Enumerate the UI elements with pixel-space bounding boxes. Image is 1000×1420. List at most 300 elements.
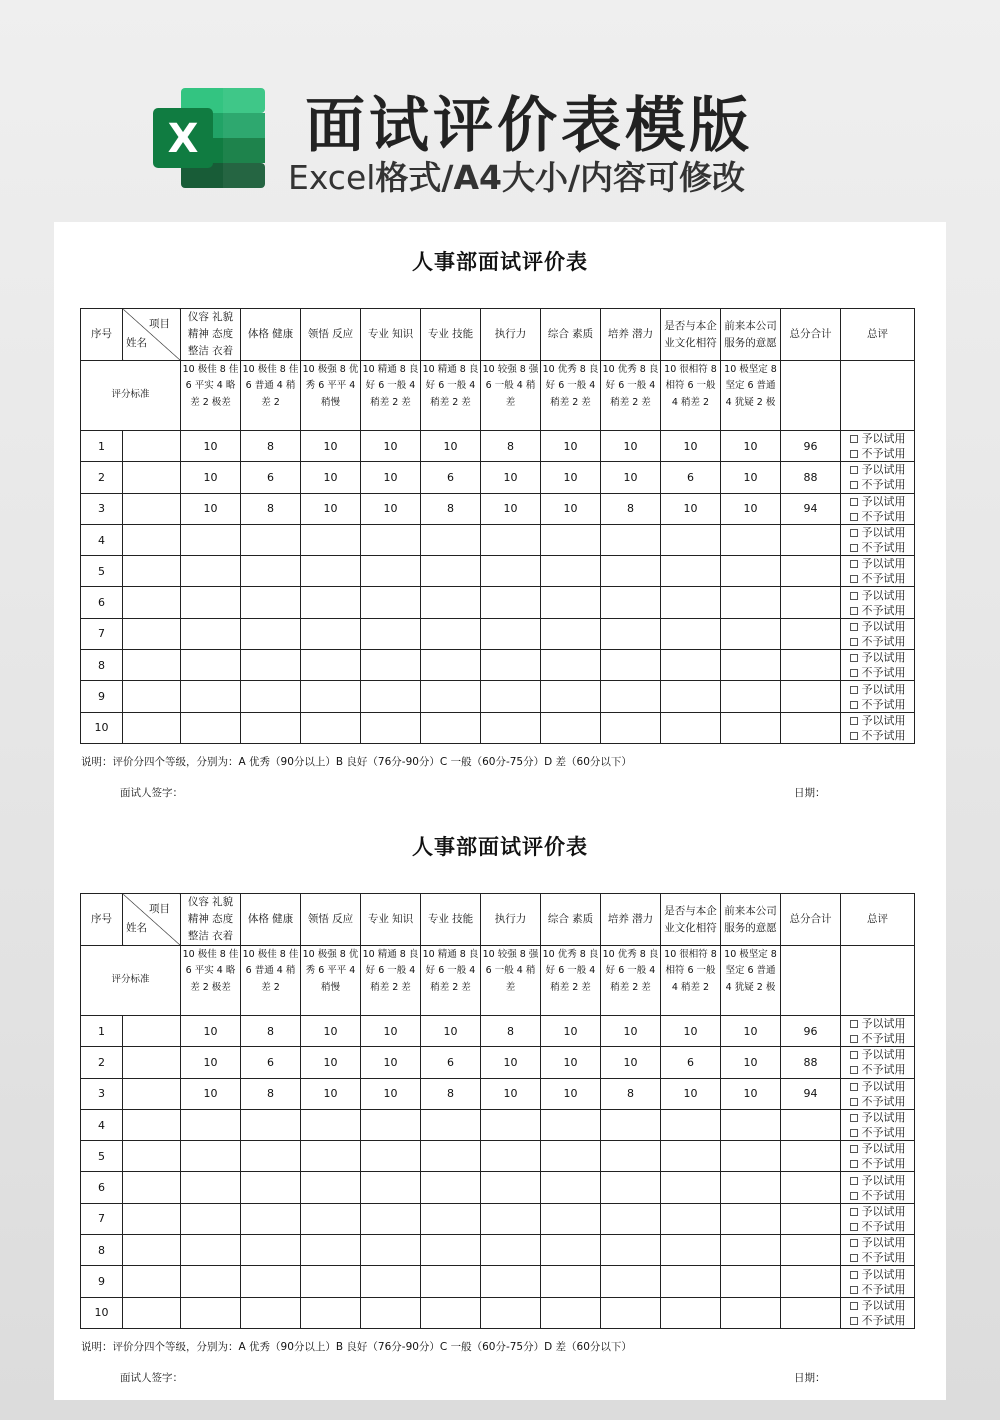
score-cell[interactable] <box>481 618 541 649</box>
score-cell[interactable] <box>721 1297 781 1328</box>
verdict-option-reject[interactable] <box>842 728 913 743</box>
score-cell[interactable] <box>181 650 241 681</box>
score-cell[interactable] <box>661 556 721 587</box>
score-cell[interactable]: 10 <box>541 462 601 493</box>
score-cell[interactable] <box>301 1172 361 1203</box>
score-cell[interactable] <box>601 650 661 681</box>
score-cell[interactable] <box>181 524 241 555</box>
score-cell[interactable]: 8 <box>241 1016 301 1047</box>
verdict-option-reject[interactable] <box>842 540 913 555</box>
verdict-option-reject[interactable] <box>842 1125 913 1140</box>
verdict-option-reject[interactable] <box>842 1188 913 1203</box>
score-cell[interactable]: 10 <box>361 462 421 493</box>
verdict-option-reject[interactable] <box>842 446 913 461</box>
row-name-cell[interactable] <box>123 1203 181 1234</box>
score-cell[interactable]: 10 <box>301 462 361 493</box>
score-cell[interactable]: 10 <box>721 1047 781 1078</box>
score-cell[interactable]: 10 <box>301 1016 361 1047</box>
score-cell[interactable] <box>301 1266 361 1297</box>
score-cell[interactable] <box>421 524 481 555</box>
total-cell[interactable] <box>781 1203 841 1234</box>
score-cell[interactable] <box>241 587 301 618</box>
checkbox-icon[interactable] <box>850 1271 858 1279</box>
verdict-option-reject[interactable] <box>842 1250 913 1265</box>
score-cell[interactable] <box>721 556 781 587</box>
score-cell[interactable]: 10 <box>481 462 541 493</box>
score-cell[interactable] <box>601 1235 661 1266</box>
checkbox-icon[interactable] <box>850 592 858 600</box>
score-cell[interactable]: 8 <box>601 493 661 524</box>
score-cell[interactable] <box>421 1141 481 1172</box>
score-cell[interactable] <box>481 1109 541 1140</box>
verdict-option-approve[interactable] <box>842 1141 913 1156</box>
verdict-option-approve[interactable] <box>842 462 913 477</box>
score-cell[interactable] <box>181 1235 241 1266</box>
row-name-cell[interactable] <box>123 1266 181 1297</box>
score-cell[interactable] <box>541 618 601 649</box>
row-name-cell[interactable] <box>123 1109 181 1140</box>
checkbox-icon[interactable] <box>850 1286 858 1294</box>
score-cell[interactable] <box>241 1141 301 1172</box>
score-cell[interactable] <box>661 1297 721 1328</box>
checkbox-icon[interactable] <box>850 435 858 443</box>
total-cell[interactable]: 88 <box>781 462 841 493</box>
score-cell[interactable] <box>241 618 301 649</box>
score-cell[interactable] <box>661 681 721 712</box>
verdict-option-approve[interactable] <box>842 650 913 665</box>
score-cell[interactable] <box>601 618 661 649</box>
score-cell[interactable] <box>601 587 661 618</box>
score-cell[interactable] <box>301 1109 361 1140</box>
score-cell[interactable] <box>601 1109 661 1140</box>
verdict-option-reject[interactable] <box>842 1219 913 1234</box>
score-cell[interactable] <box>421 650 481 681</box>
total-cell[interactable]: 94 <box>781 1078 841 1109</box>
score-cell[interactable] <box>601 1141 661 1172</box>
score-cell[interactable] <box>241 650 301 681</box>
score-cell[interactable] <box>181 1203 241 1234</box>
total-cell[interactable] <box>781 681 841 712</box>
score-cell[interactable] <box>541 650 601 681</box>
score-cell[interactable] <box>721 618 781 649</box>
score-cell[interactable]: 6 <box>241 1047 301 1078</box>
score-cell[interactable] <box>541 1203 601 1234</box>
score-cell[interactable] <box>241 1266 301 1297</box>
checkbox-icon[interactable] <box>850 1114 858 1122</box>
score-cell[interactable] <box>721 1109 781 1140</box>
verdict-option-reject[interactable] <box>842 477 913 492</box>
verdict-option-reject[interactable] <box>842 1282 913 1297</box>
score-cell[interactable] <box>181 556 241 587</box>
score-cell[interactable] <box>181 1109 241 1140</box>
total-cell[interactable] <box>781 1141 841 1172</box>
verdict-option-reject[interactable] <box>842 665 913 680</box>
score-cell[interactable]: 8 <box>481 1016 541 1047</box>
score-cell[interactable] <box>721 1266 781 1297</box>
score-cell[interactable]: 10 <box>301 493 361 524</box>
checkbox-icon[interactable] <box>850 498 858 506</box>
row-name-cell[interactable] <box>123 556 181 587</box>
score-cell[interactable]: 8 <box>421 1078 481 1109</box>
score-cell[interactable]: 10 <box>361 431 421 462</box>
checkbox-icon[interactable] <box>850 481 858 489</box>
score-cell[interactable] <box>721 1141 781 1172</box>
score-cell[interactable] <box>301 587 361 618</box>
score-cell[interactable] <box>301 1203 361 1234</box>
score-cell[interactable] <box>421 618 481 649</box>
verdict-option-reject[interactable] <box>842 1313 913 1328</box>
verdict-option-approve[interactable] <box>842 1079 913 1094</box>
verdict-option-approve[interactable] <box>842 619 913 634</box>
verdict-option-reject[interactable] <box>842 697 913 712</box>
score-cell[interactable] <box>301 556 361 587</box>
checkbox-icon[interactable] <box>850 1160 858 1168</box>
score-cell[interactable]: 10 <box>601 1047 661 1078</box>
checkbox-icon[interactable] <box>850 669 858 677</box>
score-cell[interactable]: 10 <box>661 493 721 524</box>
score-cell[interactable] <box>241 1203 301 1234</box>
score-cell[interactable] <box>181 1172 241 1203</box>
total-cell[interactable]: 88 <box>781 1047 841 1078</box>
score-cell[interactable] <box>661 1172 721 1203</box>
checkbox-icon[interactable] <box>850 717 858 725</box>
score-cell[interactable] <box>661 650 721 681</box>
score-cell[interactable] <box>661 1109 721 1140</box>
score-cell[interactable] <box>241 524 301 555</box>
score-cell[interactable] <box>481 1235 541 1266</box>
score-cell[interactable] <box>241 681 301 712</box>
score-cell[interactable] <box>361 1203 421 1234</box>
verdict-option-approve[interactable] <box>842 1016 913 1031</box>
score-cell[interactable] <box>241 1109 301 1140</box>
verdict-option-reject[interactable] <box>842 1094 913 1109</box>
score-cell[interactable]: 10 <box>541 1078 601 1109</box>
score-cell[interactable]: 10 <box>181 462 241 493</box>
score-cell[interactable] <box>661 1141 721 1172</box>
score-cell[interactable] <box>721 650 781 681</box>
verdict-option-reject[interactable] <box>842 1031 913 1046</box>
score-cell[interactable] <box>601 712 661 743</box>
score-cell[interactable]: 10 <box>361 493 421 524</box>
score-cell[interactable] <box>421 1172 481 1203</box>
verdict-option-reject[interactable] <box>842 634 913 649</box>
score-cell[interactable] <box>541 1235 601 1266</box>
verdict-option-approve[interactable] <box>842 556 913 571</box>
checkbox-icon[interactable] <box>850 1192 858 1200</box>
score-cell[interactable] <box>181 618 241 649</box>
verdict-option-approve[interactable] <box>842 1173 913 1188</box>
score-cell[interactable] <box>601 681 661 712</box>
total-cell[interactable] <box>781 712 841 743</box>
score-cell[interactable]: 8 <box>241 431 301 462</box>
score-cell[interactable]: 8 <box>421 493 481 524</box>
score-cell[interactable] <box>481 650 541 681</box>
score-cell[interactable]: 10 <box>421 1016 481 1047</box>
score-cell[interactable] <box>541 1141 601 1172</box>
score-cell[interactable] <box>481 1203 541 1234</box>
score-cell[interactable] <box>361 712 421 743</box>
verdict-option-approve[interactable] <box>842 588 913 603</box>
score-cell[interactable] <box>661 587 721 618</box>
row-name-cell[interactable] <box>123 1016 181 1047</box>
score-cell[interactable] <box>301 650 361 681</box>
total-cell[interactable] <box>781 556 841 587</box>
verdict-option-reject[interactable] <box>842 1062 913 1077</box>
checkbox-icon[interactable] <box>850 1035 858 1043</box>
checkbox-icon[interactable] <box>850 638 858 646</box>
score-cell[interactable] <box>301 1141 361 1172</box>
checkbox-icon[interactable] <box>850 1051 858 1059</box>
score-cell[interactable]: 10 <box>541 493 601 524</box>
score-cell[interactable]: 10 <box>181 1078 241 1109</box>
verdict-option-approve[interactable] <box>842 525 913 540</box>
score-cell[interactable] <box>361 1297 421 1328</box>
row-name-cell[interactable] <box>123 650 181 681</box>
score-cell[interactable] <box>661 1203 721 1234</box>
score-cell[interactable] <box>661 1266 721 1297</box>
checkbox-icon[interactable] <box>850 1145 858 1153</box>
row-name-cell[interactable] <box>123 493 181 524</box>
score-cell[interactable]: 8 <box>241 493 301 524</box>
row-name-cell[interactable] <box>123 1235 181 1266</box>
score-cell[interactable] <box>241 1172 301 1203</box>
score-cell[interactable] <box>421 1266 481 1297</box>
score-cell[interactable] <box>361 1266 421 1297</box>
score-cell[interactable] <box>181 681 241 712</box>
score-cell[interactable]: 10 <box>481 493 541 524</box>
score-cell[interactable] <box>421 681 481 712</box>
score-cell[interactable]: 10 <box>721 1016 781 1047</box>
score-cell[interactable]: 10 <box>541 1047 601 1078</box>
score-cell[interactable] <box>601 1297 661 1328</box>
score-cell[interactable] <box>481 587 541 618</box>
score-cell[interactable]: 6 <box>241 462 301 493</box>
score-cell[interactable] <box>361 1235 421 1266</box>
score-cell[interactable] <box>721 524 781 555</box>
score-cell[interactable] <box>481 712 541 743</box>
verdict-option-reject[interactable] <box>842 1156 913 1171</box>
verdict-option-approve[interactable] <box>842 494 913 509</box>
score-cell[interactable] <box>301 618 361 649</box>
score-cell[interactable]: 10 <box>481 1078 541 1109</box>
checkbox-icon[interactable] <box>850 1177 858 1185</box>
score-cell[interactable] <box>181 712 241 743</box>
score-cell[interactable] <box>541 681 601 712</box>
score-cell[interactable] <box>481 681 541 712</box>
verdict-option-approve[interactable] <box>842 1235 913 1250</box>
row-name-cell[interactable] <box>123 587 181 618</box>
score-cell[interactable] <box>721 1172 781 1203</box>
row-name-cell[interactable] <box>123 681 181 712</box>
checkbox-icon[interactable] <box>850 1223 858 1231</box>
score-cell[interactable]: 10 <box>601 1016 661 1047</box>
score-cell[interactable] <box>301 524 361 555</box>
checkbox-icon[interactable] <box>850 1239 858 1247</box>
score-cell[interactable]: 10 <box>661 1078 721 1109</box>
checkbox-icon[interactable] <box>850 575 858 583</box>
score-cell[interactable] <box>361 1172 421 1203</box>
score-cell[interactable] <box>181 1297 241 1328</box>
score-cell[interactable] <box>541 1266 601 1297</box>
score-cell[interactable] <box>241 1297 301 1328</box>
score-cell[interactable]: 6 <box>421 462 481 493</box>
verdict-option-approve[interactable] <box>842 1267 913 1282</box>
score-cell[interactable] <box>421 712 481 743</box>
total-cell[interactable]: 94 <box>781 493 841 524</box>
checkbox-icon[interactable] <box>850 529 858 537</box>
checkbox-icon[interactable] <box>850 513 858 521</box>
score-cell[interactable]: 10 <box>721 493 781 524</box>
score-cell[interactable] <box>721 1203 781 1234</box>
row-name-cell[interactable] <box>123 1141 181 1172</box>
total-cell[interactable]: 96 <box>781 431 841 462</box>
score-cell[interactable]: 10 <box>361 1078 421 1109</box>
total-cell[interactable] <box>781 650 841 681</box>
score-cell[interactable] <box>541 556 601 587</box>
verdict-option-approve[interactable] <box>842 1204 913 1219</box>
score-cell[interactable]: 10 <box>601 431 661 462</box>
checkbox-icon[interactable] <box>850 544 858 552</box>
score-cell[interactable]: 10 <box>541 431 601 462</box>
score-cell[interactable] <box>361 1109 421 1140</box>
score-cell[interactable] <box>541 524 601 555</box>
score-cell[interactable]: 10 <box>181 1016 241 1047</box>
score-cell[interactable]: 6 <box>661 462 721 493</box>
score-cell[interactable] <box>661 618 721 649</box>
score-cell[interactable]: 10 <box>301 1078 361 1109</box>
score-cell[interactable] <box>181 1266 241 1297</box>
row-name-cell[interactable] <box>123 1297 181 1328</box>
checkbox-icon[interactable] <box>850 1302 858 1310</box>
score-cell[interactable] <box>541 1297 601 1328</box>
score-cell[interactable] <box>541 1109 601 1140</box>
score-cell[interactable] <box>361 524 421 555</box>
row-name-cell[interactable] <box>123 1172 181 1203</box>
total-cell[interactable] <box>781 1109 841 1140</box>
score-cell[interactable] <box>301 1235 361 1266</box>
score-cell[interactable] <box>421 1203 481 1234</box>
verdict-option-reject[interactable] <box>842 571 913 586</box>
score-cell[interactable]: 10 <box>361 1047 421 1078</box>
score-cell[interactable]: 8 <box>241 1078 301 1109</box>
score-cell[interactable] <box>421 1109 481 1140</box>
total-cell[interactable]: 96 <box>781 1016 841 1047</box>
checkbox-icon[interactable] <box>850 1083 858 1091</box>
score-cell[interactable] <box>421 556 481 587</box>
checkbox-icon[interactable] <box>850 1317 858 1325</box>
row-name-cell[interactable] <box>123 1078 181 1109</box>
score-cell[interactable] <box>481 556 541 587</box>
verdict-option-approve[interactable] <box>842 1298 913 1313</box>
score-cell[interactable] <box>361 556 421 587</box>
score-cell[interactable] <box>721 1235 781 1266</box>
checkbox-icon[interactable] <box>850 1208 858 1216</box>
score-cell[interactable] <box>661 524 721 555</box>
score-cell[interactable]: 10 <box>481 1047 541 1078</box>
checkbox-icon[interactable] <box>850 1020 858 1028</box>
row-name-cell[interactable] <box>123 524 181 555</box>
verdict-option-approve[interactable] <box>842 682 913 697</box>
score-cell[interactable]: 10 <box>181 493 241 524</box>
score-cell[interactable] <box>241 1235 301 1266</box>
score-cell[interactable]: 10 <box>181 1047 241 1078</box>
score-cell[interactable] <box>361 587 421 618</box>
score-cell[interactable] <box>361 650 421 681</box>
score-cell[interactable] <box>541 712 601 743</box>
score-cell[interactable]: 10 <box>721 1078 781 1109</box>
total-cell[interactable] <box>781 587 841 618</box>
score-cell[interactable]: 10 <box>721 431 781 462</box>
score-cell[interactable] <box>661 712 721 743</box>
score-cell[interactable] <box>721 681 781 712</box>
score-cell[interactable] <box>241 556 301 587</box>
verdict-option-approve[interactable] <box>842 713 913 728</box>
score-cell[interactable]: 10 <box>301 431 361 462</box>
score-cell[interactable] <box>241 712 301 743</box>
score-cell[interactable] <box>421 1297 481 1328</box>
row-name-cell[interactable] <box>123 1047 181 1078</box>
score-cell[interactable] <box>481 1297 541 1328</box>
score-cell[interactable]: 8 <box>601 1078 661 1109</box>
checkbox-icon[interactable] <box>850 1098 858 1106</box>
score-cell[interactable] <box>601 1266 661 1297</box>
score-cell[interactable]: 10 <box>661 1016 721 1047</box>
score-cell[interactable] <box>481 524 541 555</box>
checkbox-icon[interactable] <box>850 686 858 694</box>
score-cell[interactable]: 6 <box>661 1047 721 1078</box>
checkbox-icon[interactable] <box>850 623 858 631</box>
score-cell[interactable]: 10 <box>721 462 781 493</box>
score-cell[interactable] <box>301 681 361 712</box>
checkbox-icon[interactable] <box>850 450 858 458</box>
checkbox-icon[interactable] <box>850 732 858 740</box>
total-cell[interactable] <box>781 618 841 649</box>
score-cell[interactable] <box>301 712 361 743</box>
score-cell[interactable]: 10 <box>301 1047 361 1078</box>
score-cell[interactable] <box>421 587 481 618</box>
checkbox-icon[interactable] <box>850 701 858 709</box>
score-cell[interactable]: 10 <box>361 1016 421 1047</box>
checkbox-icon[interactable] <box>850 560 858 568</box>
row-name-cell[interactable] <box>123 462 181 493</box>
score-cell[interactable] <box>181 1141 241 1172</box>
score-cell[interactable] <box>481 1141 541 1172</box>
score-cell[interactable] <box>601 1172 661 1203</box>
score-cell[interactable] <box>601 556 661 587</box>
checkbox-icon[interactable] <box>850 466 858 474</box>
total-cell[interactable] <box>781 1297 841 1328</box>
checkbox-icon[interactable] <box>850 1254 858 1262</box>
total-cell[interactable] <box>781 1235 841 1266</box>
total-cell[interactable] <box>781 1266 841 1297</box>
score-cell[interactable]: 10 <box>661 431 721 462</box>
score-cell[interactable]: 10 <box>181 431 241 462</box>
verdict-option-reject[interactable] <box>842 603 913 618</box>
score-cell[interactable] <box>481 1266 541 1297</box>
checkbox-icon[interactable] <box>850 1129 858 1137</box>
verdict-option-approve[interactable] <box>842 1110 913 1125</box>
score-cell[interactable] <box>601 1203 661 1234</box>
total-cell[interactable] <box>781 1172 841 1203</box>
verdict-option-approve[interactable] <box>842 1047 913 1062</box>
total-cell[interactable] <box>781 524 841 555</box>
score-cell[interactable]: 10 <box>541 1016 601 1047</box>
score-cell[interactable] <box>601 524 661 555</box>
score-cell[interactable] <box>541 1172 601 1203</box>
score-cell[interactable] <box>541 587 601 618</box>
score-cell[interactable] <box>721 712 781 743</box>
score-cell[interactable]: 10 <box>601 462 661 493</box>
